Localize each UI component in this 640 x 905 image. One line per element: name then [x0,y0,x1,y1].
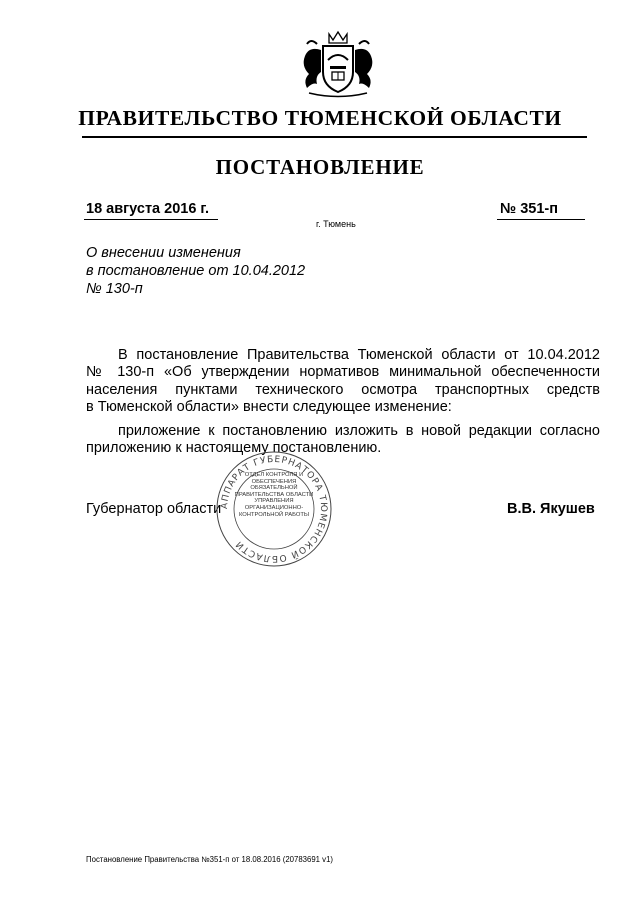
document-subject [86,244,346,298]
number-underline [497,219,585,220]
header-divider [82,136,587,138]
body-paragraph-1-line: В постановление Правительства Тюменской области от 10.04.2012 [118,347,600,363]
organization-title: ПРАВИТЕЛЬСТВО ТЮМЕНСКОЙ ОБЛАСТИ [78,106,562,130]
signer-name: В.В. Якушев [507,501,595,517]
document-type-title: ПОСТАНОВЛЕНИЕ [215,155,425,179]
body-paragraph-2-line: приложение к постановлению изложить в новой редакции согласно [118,422,600,439]
stamp-ring-text: АППАРАТ ГУБЕРНАТОРА ТЮМЕНСКОЙ ОБЛАСТИ [219,454,329,564]
body-paragraph-1-line: населения пунктами технического осмотра транспортных средств [86,381,600,398]
document-footer: Постановление Правительства №351-п от 18.08.2016 (20783691 v1) [86,855,334,864]
body-paragraph-1-line: в Тюменской области» внести следующее изменение: [86,399,452,416]
subject-line: О внесении изменения [86,245,241,261]
coat-of-arms-icon [297,30,379,100]
document-date: 18 августа 2016 г. [86,201,210,217]
signer-role: Губернатор области [86,501,222,517]
stamp-inner-text: ОТДЕЛ КОНТРОЛЯ И ОБЕСПЕЧЕНИЯ ОБЯЗАТЕЛЬНОЙ ПРАВИТЕЛЬСТВА ОБЛАСТИ УПРАВЛЕНИЯ ОРГАНИЗАЦИОННО-КОНТРОЛЬНОЙ РАБОТЫ [234,472,314,518]
subject-line: в постановление от 10.04.2012 [86,263,306,279]
body-paragraph-2-line: приложению к настоящему постановлению. [86,440,382,457]
document-city: г. Тюмень [316,219,356,229]
document-body [86,347,600,457]
document-number: № 351-п [500,201,558,217]
date-underline [84,219,218,220]
subject-line: № 130-п [86,281,143,297]
body-paragraph-1-line: № 130-п «Об утверждении нормативов минимальной обеспеченности [86,364,600,381]
